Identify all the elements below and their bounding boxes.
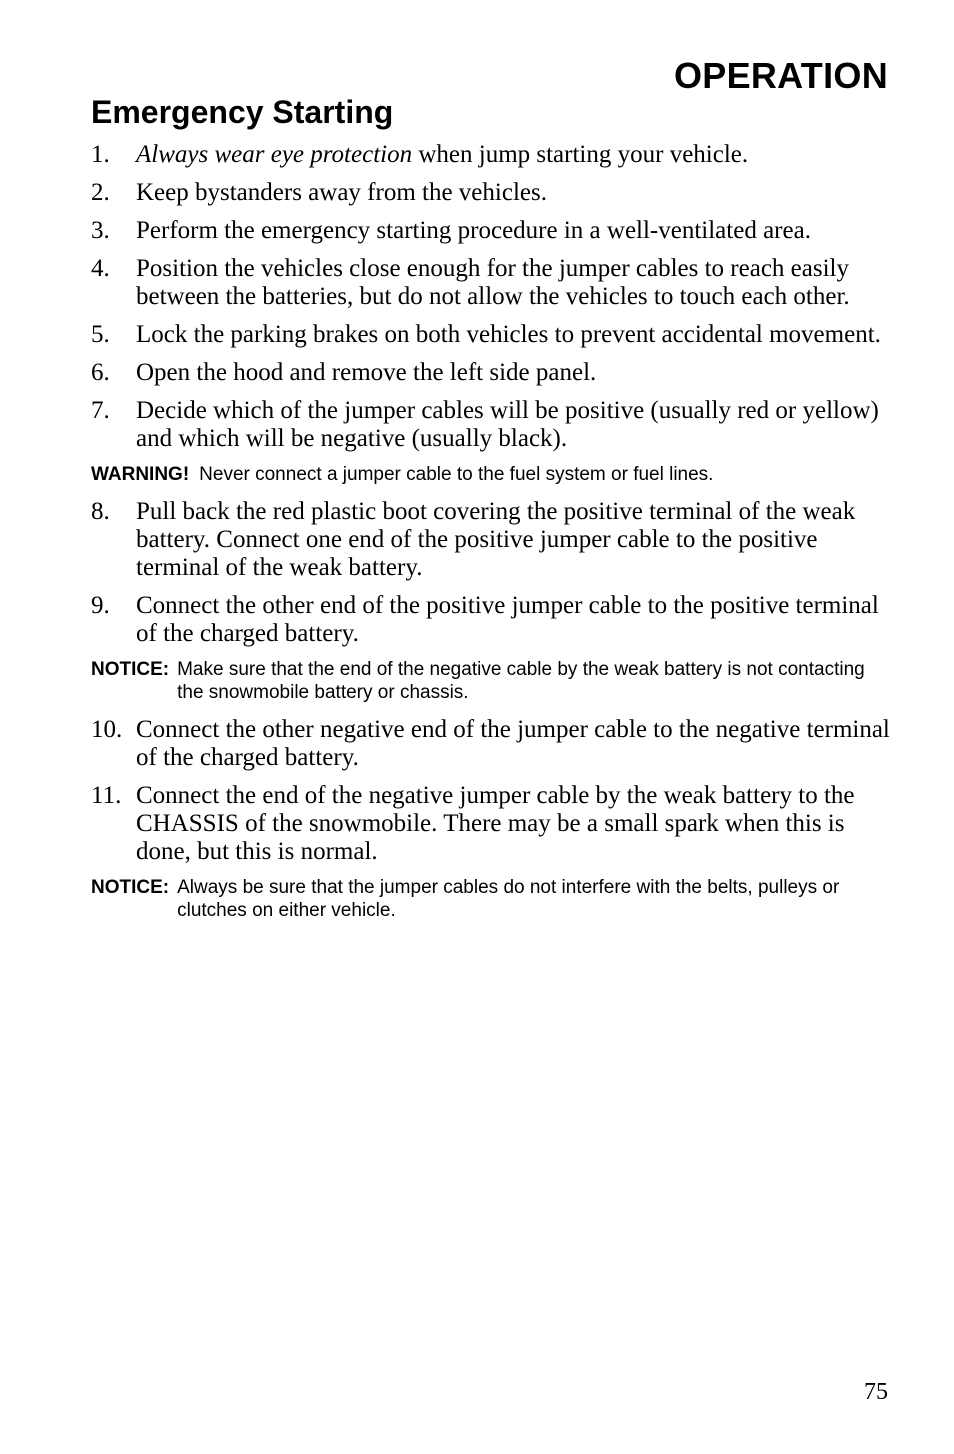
step-11 <box>91 782 891 866</box>
step-6 <box>91 359 891 387</box>
section-heading: Emergency Starting <box>91 94 394 130</box>
warning-note <box>91 463 891 486</box>
step-text: Decide which of the jumper cables will be positive (usually red or yellow) and which will be negative (usually black). <box>136 397 879 452</box>
notice-note <box>91 876 891 922</box>
warning-text: Never connect a jumper cable to the fuel system or fuel lines. <box>199 464 714 485</box>
step-number: 11. <box>91 782 122 809</box>
step-number: 7. <box>91 397 110 424</box>
step-text: Position the vehicles close enough for the jumper cables to reach easily between the batteries, but do not allow the vehicles to touch each other. <box>136 255 850 310</box>
step-number: 2. <box>91 179 110 206</box>
step-emphasis: Always wear eye protection <box>136 141 413 168</box>
step-text: Perform the emergency starting procedure in a well-ventilated area. <box>136 217 811 244</box>
page-number: 75 <box>864 1379 888 1405</box>
notice-text: Always be sure that the jumper cables do not interfere with the belts, pulleys or clutches on either vehicle. <box>177 877 840 921</box>
step-2 <box>91 179 891 207</box>
step-text: Lock the parking brakes on both vehicles to prevent accidental movement. <box>136 321 881 348</box>
step-text: Keep bystanders away from the vehicles. <box>136 179 547 206</box>
step-text: Pull back the red plastic boot covering the positive terminal of the weak battery. Connect one end of the positive jumper cable to the positive terminal of the weak battery. <box>136 498 856 581</box>
notice-text: Make sure that the end of the negative cable by the weak battery is not contacting the snowmobile battery or chassis. <box>177 659 865 703</box>
notice-label: NOTICE: <box>91 659 170 680</box>
step-number: 4. <box>91 255 110 282</box>
step-3 <box>91 217 891 245</box>
step-10 <box>91 716 891 772</box>
step-5 <box>91 321 891 349</box>
step-9 <box>91 592 891 648</box>
step-text-rest: when jump starting your vehicle. <box>412 141 749 168</box>
step-number: 6. <box>91 359 110 386</box>
step-text: Connect the other end of the positive jumper cable to the positive terminal of the charged battery. <box>136 592 879 647</box>
step-text: Connect the end of the negative jumper cable by the weak battery to the CHASSIS of the snowmobile. There may be a small spark when this is done, but this is normal. <box>136 782 855 865</box>
step-number: 3. <box>91 217 110 244</box>
step-1 <box>91 141 891 169</box>
step-8 <box>91 498 891 582</box>
step-7 <box>91 397 891 453</box>
step-number: 9. <box>91 592 110 619</box>
step-text <box>136 141 891 169</box>
notice-label: NOTICE: <box>91 877 170 898</box>
step-text: Connect the other negative end of the jumper cable to the negative terminal of the charged battery. <box>136 716 890 771</box>
step-number: 5. <box>91 321 110 348</box>
procedure-content <box>91 141 891 934</box>
step-number: 1. <box>91 141 110 168</box>
warning-label: WARNING! <box>91 464 190 485</box>
step-number: 8. <box>91 498 110 525</box>
step-text: Open the hood and remove the left side panel. <box>136 359 597 386</box>
step-4 <box>91 255 891 311</box>
step-number: 10. <box>91 716 123 743</box>
chapter-title: OPERATION <box>673 55 888 96</box>
notice-note <box>91 658 891 704</box>
